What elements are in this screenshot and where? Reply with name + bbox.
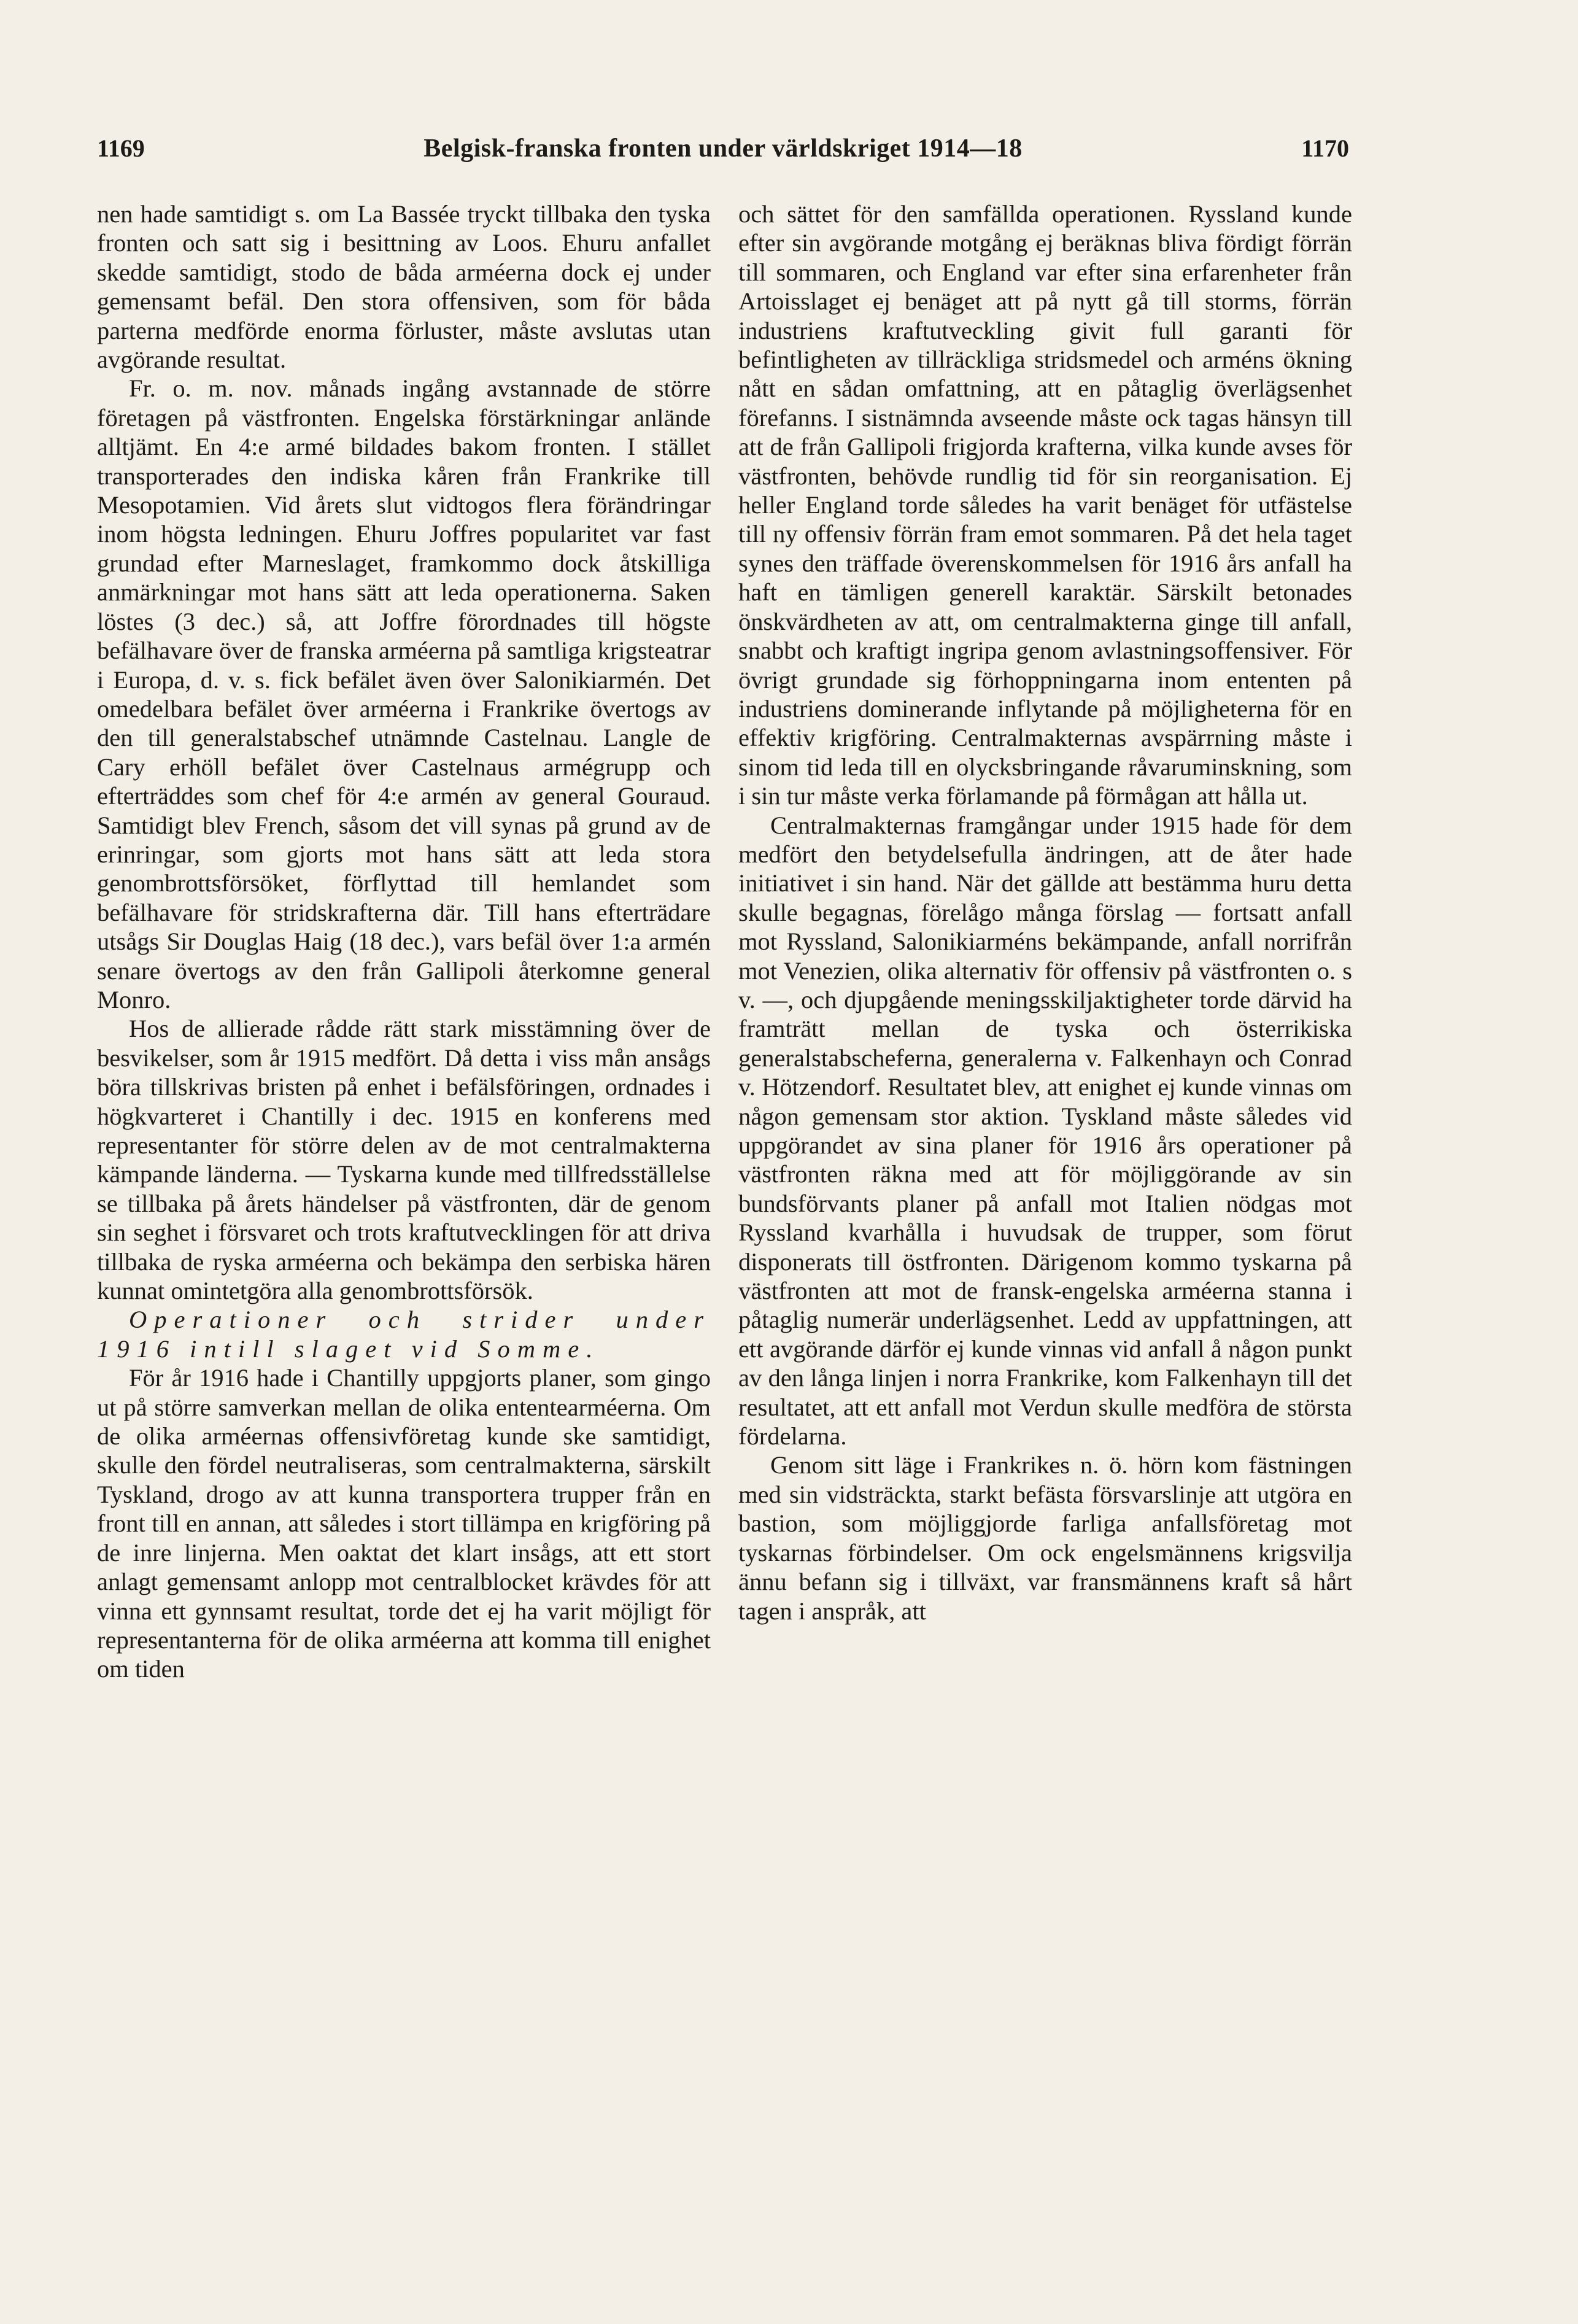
page-number-left: 1169 bbox=[97, 134, 145, 162]
page-number-right: 1170 bbox=[1301, 134, 1349, 162]
page-header bbox=[97, 134, 1349, 177]
right-column bbox=[738, 199, 1352, 1625]
paragraph: Hos de allierade rådde rätt stark misstämning över de besvikelser, som år 1915 medfört. Då detta i viss mån ansågs böra tillskrivas bristen på enhet i befälsföringen, ordnades i högkvarteret i Chantilly i dec. 1915 en konferens med representanter för större delen av de mot centralmakterna kämpande länderna. — Tyskarna kunde med tillfredsställelse se tillbaka på årets händelser på västfronten, där de genom sin seghet i försvaret och trots kraftutvecklingen för att driva tillbaka de ryska arméerna och bekämpa den serbiska hären kunnat omintetgöra alla genombrottsförsök. bbox=[97, 1015, 711, 1305]
left-column bbox=[97, 199, 711, 1684]
paragraph: nen hade samtidigt s. om La Bassée tryckt tillbaka den tyska fronten och satt sig i besittning av Loos. Ehuru anfallet skedde samtidigt, stodo de båda arméerna dock ej under gemensamt befäl. Den stora offensiven, som för båda parterna medförde enorma förluster, måste avslutas utan avgörande resultat. bbox=[97, 200, 711, 374]
running-title: Belgisk-franska fronten under världskriget 1914—18 bbox=[424, 134, 1023, 163]
paragraph: För år 1916 hade i Chantilly uppgjorts planer, som gingo ut på större samverkan mellan de olika ententearméerna. Om de olika arméernas offensivföretag kunde ske samtidigt, skulle den fördel neutraliseras, som centralmakterna, särskilt Tyskland, drogo av att kunna transportera trupper från en front till en annan, att således i stort tillämpa en krigföring på de inre linjerna. Men oaktat det klart insågs, att ett stort anlagt gemensamt anlopp mot centralblocket krävdes för att vinna ett gynnsamt resultat, torde det ej ha varit möjligt för representanterna för de olika arméerna att komma till enighet om tiden bbox=[97, 1364, 711, 1683]
paragraph: och sättet för den samfällda operationen. Ryssland kunde efter sin avgörande motgång ej beräknas bliva fördigt förrän till sommaren, och England var efter sina erfarenheter från Artoisslaget ej benäget att på nytt gå till storms, förrän industriens kraftutveckling givit full garanti för befintligheten av tillräckliga stridsmedel och arméns ökning nått en sådan omfattning, att en påtaglig överlägsenhet förefanns. I sistnämnda avseende måste ock tagas hänsyn till att de från Gallipoli frigjorda krafterna, vilka kunde avses för västfronten, behövde rundlig tid för sin reorganisation. Ej heller England torde således ha varit benäget för utfästelse till ny offensiv förrän fram emot sommaren. På det hela taget synes den träffade överenskommelsen för 1916 års anfall ha haft en tämligen generell karaktär. Särskilt betonades önskvärdheten av att, om centralmakterna ginge till anfall, snabbt och kraftigt ingripa genom avlastningsoffensiver. För övrigt grundade sig förhoppningarna inom ententen på industriens dominerande inflytande på möjligheterna för en effektiv krigföring. Centralmakternas avspärrning måste i sinom tid leda till en olycksbringande råvaruminskning, som i sin tur måste verka förlamande på förmågan att hålla ut. bbox=[738, 200, 1352, 810]
section-heading: Operationer och strider under 1916 intill slaget vid Somme. bbox=[97, 1306, 711, 1363]
paragraph: Centralmakternas framgångar under 1915 hade för dem medfört den betydelsefulla ändringen, att de åter hade initiativet i sin hand. När det gällde att bestämma huru detta skulle begagnas, förelågo många förslag — fortsatt anfall mot Ryssland, Salonikiarméns bekämpande, anfall norrifrån mot Venezien, olika alternativ för offensiv på västfronten o. s v. —, och djupgående meningsskiljaktigheter torde därvid ha framträtt mellan de tyska och österrikiska generalstabscheferna, generalerna v. Falkenhayn och Conrad v. Hötzendorf. Resultatet blev, att enighet ej kunde vinnas om någon gemensam stor aktion. Tyskland måste således vid uppgörandet av sina planer för 1916 års operationer på västfronten räkna med att för möjliggörande av sin bundsförvants planer på anfall mot Italien nödgas mot Ryssland kvarhålla i huvudsak de trupper, som förut disponerats till östfronten. Därigenom kommo tyskarna på västfronten att mot de fransk-engelska arméerna stanna i påtaglig numerär underlägsenhet. Ledd av uppfattningen, att ett avgörande därför ej kunde vinnas vid anfall å någon punkt av den långa linjen i norra Frankrike, kom Falkenhayn till det resultatet, att ett anfall mot Verdun skulle medföra de största fördelarna. bbox=[738, 811, 1352, 1451]
paragraph: Fr. o. m. nov. månads ingång avstannade de större företagen på västfronten. Engelska förstärkningar anlände alltjämt. En 4:e armé bildades bakom fronten. I stället transporterades den indiska kåren från Frankrike till Mesopotamien. Vid årets slut vidtogos flera förändringar inom högsta ledningen. Ehuru Joffres popularitet var fast grundad efter Marneslaget, framkommo dock åtskilliga anmärkningar mot hans sätt att leda operationerna. Saken löstes (3 dec.) så, att Joffre förordnades till högste befälhavare över de franska arméerna på samtliga krigsteatrar i Europa, d. v. s. fick befälet även över Salonikiarmén. Det omedelbara befälet över arméerna i Frankrike övertogs av den till generalstabschef utnämnde Castelnau. Langle de Cary erhöll befälet över Castelnaus armégrupp och efterträddes som chef för 4:e armén av general Gouraud. Samtidigt blev French, såsom det vill synas på grund av de erinringar, som gjorts mot hans sätt att leda stora genombrottsförsöket, förflyttad till hemlandet som befälhavare för stridskrafterna där. Till hans efterträdare utsågs Sir Douglas Haig (18 dec.), vars befäl över 1:a armén senare övertogs av den från Gallipoli återkomne general Monro. bbox=[97, 374, 711, 1013]
paragraph: Genom sitt läge i Frankrikes n. ö. hörn kom fästningen med sin vidsträckta, starkt befästa försvarslinje att utgöra en bastion, som möjliggjorde farliga anfallsföretag mot tyskarnas förbindelser. Om ock engelsmännens krigsvilja ännu befann sig i tillväxt, var fransmännens kraft så hårt tagen i anspråk, att bbox=[738, 1451, 1352, 1625]
